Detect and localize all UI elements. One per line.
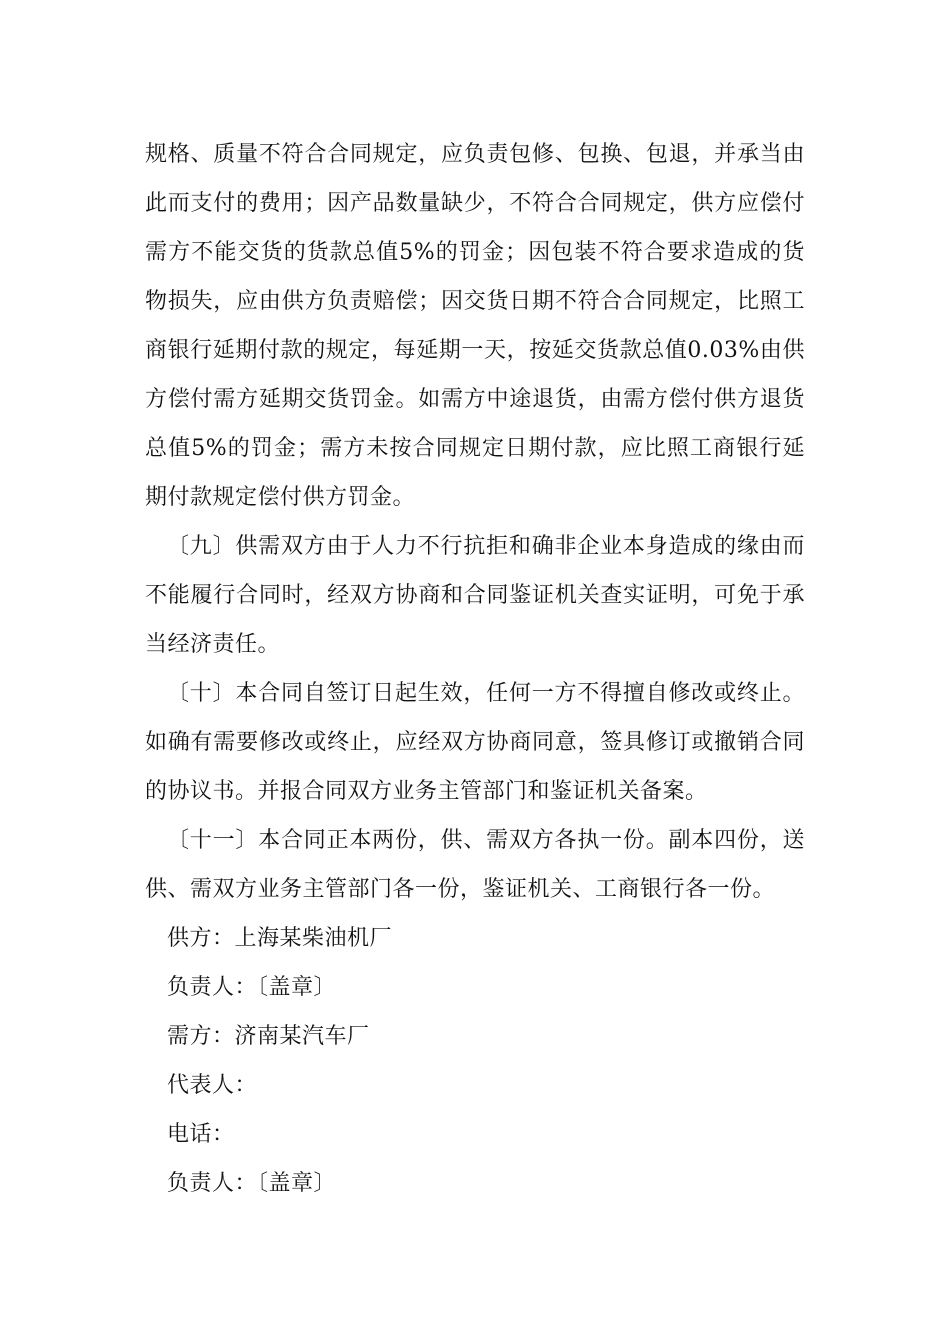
- buyer-line: 需方：济南某汽车厂: [167, 1024, 370, 1049]
- clause-11: 〔十一〕本合同正本两份，供、需双方各执一份。副本四份，送供、需双方业务主管部门各一份，鉴证机关、工商银行各一份。: [145, 828, 805, 902]
- supplier-responsible-line: 负责人：〔盖章〕: [167, 975, 337, 1000]
- phone-line: 电话：: [167, 1122, 235, 1147]
- clause-8-continued: 规格、质量不符合合同规定，应负责包修、包换、包退，并承当由此而支付的费用；因产品数量缺少，不符合合同规定，供方应偿付需方不能交货的货款总值5%的罚金；因包装不符合要求造成的货物损失，应由供方负责赔偿；因交货日期不符合合同规定，比照工商银行延期付款的规定，每延期一天，按延交货款总值0.03%由供方偿付需方延期交货罚金。如需方中途退货，由需方偿付供方退货总值5%的罚金；需方未按合同规定日期付款，应比照工商银行延期付款规定偿付供方罚金。: [145, 142, 805, 510]
- clause-9: 〔九〕供需双方由于人力不行抗拒和确非企业本身造成的缘由而不能履行合同时，经双方协商和合同鉴证机关查实证明，可免于承当经济责任。: [145, 534, 805, 657]
- document-body: [145, 130, 805, 1208]
- clause-10: 〔十〕本合同自签订日起生效，任何一方不得擅自修改或终止。如确有需要修改或终止，应经双方协商同意，签具修订或撤销合同的协议书。并报合同双方业务主管部门和鉴证机关备案。: [145, 681, 805, 804]
- buyer-responsible-line: 负责人：〔盖章〕: [167, 1171, 337, 1196]
- supplier-line: 供方：上海某柴油机厂: [167, 926, 393, 951]
- representative-line: 代表人：: [167, 1073, 258, 1098]
